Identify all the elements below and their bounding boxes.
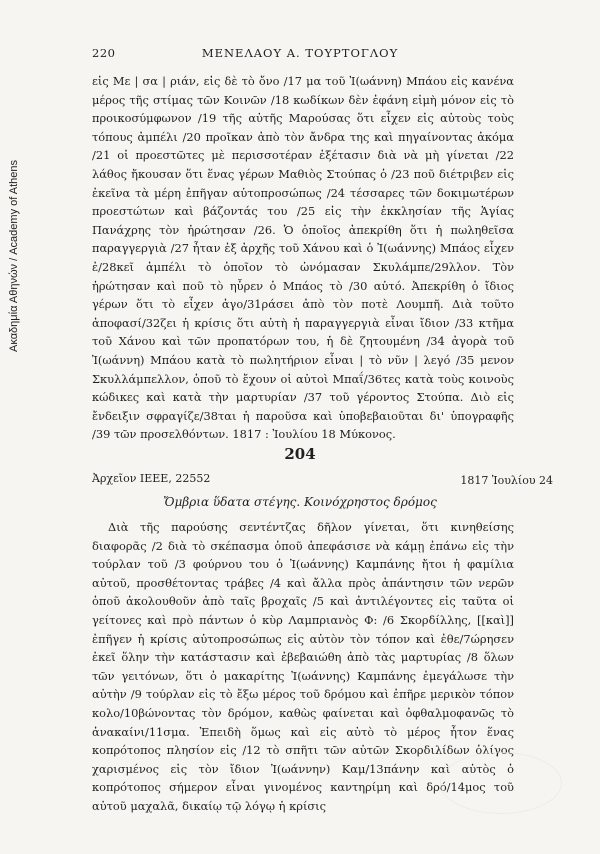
page-number: 220 <box>92 46 116 60</box>
continuation-text <box>92 72 514 444</box>
archive-side-label: Ακαδημία Αθηνών / Academy of Athens <box>8 159 20 352</box>
document-number: 204 <box>284 445 316 463</box>
watermark-seal <box>440 752 562 814</box>
running-head: ΜΕΝΕΛΑΟΥ Α. ΤΟΥΡΤΟΓΛΟΥ <box>201 46 399 60</box>
document-body-paragraph: Διὰ τῆς παρούσης σεντέντζας δῆλον γίνεται, ὅτι κινηθείσης διαφορᾶς /2 διὰ τὸ σκέπασμα ὁποῦ ἀπεφάσισε νὰ κάμῃ ἐπάνω εἰς τὴν τούρλαν τοῦ /3 φούρνου του ὁ Ἰ(ωάννης) Καμπάνης ἤτοι ἡ φαμίλια αὐτοῦ, προσθέτοντας τράβες /4 καὶ ἄλλα πρὸς ἀπάντησιν τῶν νερῶν ὁποῦ ἀκολουθοῦν ἀπὸ ταῖς βροχαῖς /5 καὶ ἀντιλέγοντες εἰς ταῦτα οἱ γείτονες καὶ πρὸ πάντων ὁ κὺρ Λαμπριανὸς Φ: /6 Σκορδίλλης, [[καὶ]] ἐπῆγεν ἡ κρίσις αὐτοπροσώπως εἰς αὐτὸν τὸν τόπον καὶ ἐθε/7ώρησεν ἐκεῖ ὅλην τὴν κατάστασιν καὶ ἐβεβαιώθη ἀπὸ τὰς μαρτυρίας /8 ὅλων τῶν γειτόνων, ὅτι ὁ μακαρίτης Ἰ(ωάννης) Καμπάνης ἐμεγάλωσε τὴν αὐτὴν /9 τούρλαν εἰς τὸ ἔξω μέρος τοῦ δρόμου καὶ ἐπῆρε μερικὸν τόπον κολο/10βώνοντας τὸν δρόμον, καθὼς φαίνεται καὶ ὀφθαλμοφανῶς τὸ ἀνακαίνι/11σμα. Ἐπειδὴ ὅμως καὶ εἰς αὐτὸ τὸ μέρος ἦτον ἕνας κοπρότοπος πλησίον εἰς /12 τὸ σπῆτι τῶν αὐτῶν Σκορδιλίδων ὀλίγος χαρισμένος εἰς τὸν ἴδιον Ἰ(ωάννην) Καμ/13πάνην καὶ αὐτὸς ὁ κοπρότοπος σήμερον εἶναι γινομένος καντηρίμη καὶ δρό/14μος τοῦ αὐτοῦ μαχαλᾶ, δικαίῳ τῷ λόγῳ ἡ κρίσις <box>92 520 514 813</box>
document-date: 1817 Ἰουλίου 24 <box>460 474 553 487</box>
archive-source: Ἀρχεῖον ΙΕΕΕ, 22552 <box>92 472 211 485</box>
continuation-paragraph: εἰς Με | σα | ριάν, εἰς δὲ τὸ ὄνο /17 μα τοῦ Ἰ(ωάννη) Μπάου εἰς κανένα μέρος τῆς στίμας τῶν Κοινῶν /18 κωδίκων δὲν ἐφάνη εἰμὴ μόνον εἰς τὸ προικοσύμφωνον /19 τῆς αὐτῆς Μαρούσας ὅτι εἶχεν εἰς αὐτοὺς τοὺς τόπους ἀμπέλι /20 προῖκαν ἀπὸ τὸν ἄνδρα της καὶ πηγαίνοντας ἀκόμα /21 οἱ προεστῶτες μὲ περισσοτέραν ἐξέτασιν διὰ νὰ μὴ γίνεται /22 λάθος ἤκουσαν ὅτι ἕνας γέρων Μαθιὸς Στούπας ὁ /23 ποῦ διέτριβεν εἰς ἐκεῖνα τὰ μέρη ἐπῆγαν αὐτοπροσώπως /24 τέσσαρες τῶν δοκιμωτέρων προεστώτων καὶ βάζοντάς του /25 εἰς τὴν ἐκκλησίαν τῆς Ἁγίας Πανάχρης τὸν ἠρώτησαν /26. Ὁ ὁποῖος ἀπεκρίθη ὅτι ἡ πωληθεῖσα παραγγεργιὰ /27 ἦταν ἐξ ἀρχῆς τοῦ Χάνου καὶ ὁ Ἰ(ωάννης) Μπάος εἶχεν ἐ/28κεῖ ἀμπέλι τὸ ὁποῖον τὸ ὠνόμασαν Σκυλάμπε/29λλον. Τὸν ἠρώτησαν καὶ ποῦ τὸ ηὗρεν ὁ Μπάος τὸ /30 αὐτό. Ἀπεκρίθη ὁ ἴδιος γέρων ὅτι τὸ εἶχεν ἀγο/31ράσει ἀπὸ τὸν ποτὲ Λουμπῆ. Διὰ τοῦτο ἀποφασί/32ζει ἡ κρίσις ὅτι αὐτὴ ἡ παραγγεργιὰ εἶναι ἴδιον /33 κτῆμα τοῦ Χάνου καὶ τῶν προπατόρων του, ἡ δὲ ζητουμένη /34 ἀγορὰ τοῦ Ἰ(ωάννη) Μπάου κατὰ τὸ πωλητήριον εἶναι | τὸ νῦν | λεγό /35 μενον Σκυλλάμπελλον, ὁποῦ τὸ ἔχουν οἱ αὐτοὶ Μπαΐ/36τες κατὰ τοὺς κοινοὺς κώδικες καὶ κατὰ τὴν μαρτυρίαν /37 τοῦ γέροντος Στούπα. Διὸ εἰς ἔνδειξιν σφραγίζε/38ται ἡ παροῦσα καὶ ὑποβεβαιοῦται δι' ὑπογραφῆς /39 τῶν προσελθόντων. 1817 : Ἰουλίου 18 Μύκονος. <box>92 74 514 442</box>
document-title: Ὄμβρια ὕδατα στέγης. Κοινόχρηστος δρόμος <box>163 495 437 509</box>
